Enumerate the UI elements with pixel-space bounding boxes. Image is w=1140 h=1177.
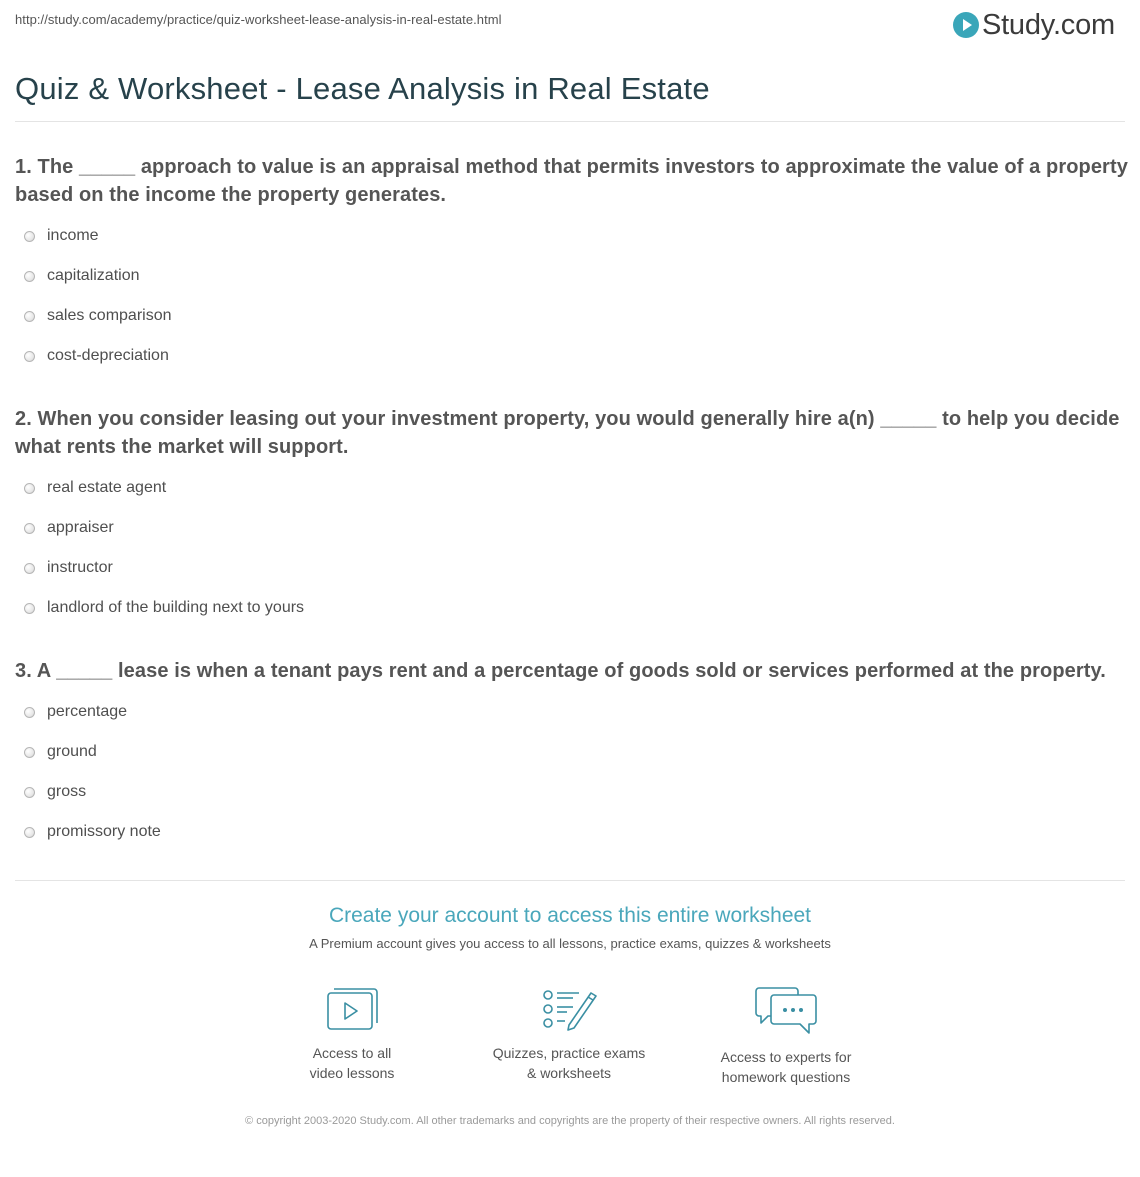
radio-button-icon[interactable] — [24, 231, 35, 242]
radio-button-icon[interactable] — [24, 787, 35, 798]
radio-button-icon[interactable] — [24, 603, 35, 614]
question-3-options — [15, 692, 715, 852]
radio-button-icon[interactable] — [24, 483, 35, 494]
radio-button-icon[interactable] — [24, 747, 35, 758]
answer-option[interactable] — [15, 256, 715, 296]
radio-button-icon[interactable] — [24, 271, 35, 282]
signup-cta — [15, 903, 1125, 951]
radio-button-icon[interactable] — [24, 827, 35, 838]
feature-video-lessons — [257, 985, 447, 1083]
question-3: 3. A _____ lease is when a tenant pays rent and a percentage of goods sold or services performed at the property. — [15, 660, 1106, 682]
radio-button-icon[interactable] — [24, 563, 35, 574]
feature-label-line: video lessons — [309, 1065, 395, 1081]
answer-option[interactable] — [15, 772, 715, 812]
feature-label-line: Quizzes, practice exams — [492, 1045, 646, 1061]
answer-option-label: cost-depreciation — [47, 347, 169, 364]
answer-option-label: real estate agent — [47, 479, 167, 496]
chat-experts-icon — [753, 985, 819, 1037]
top-bar — [15, 11, 1125, 43]
quiz-checklist-icon — [539, 985, 599, 1033]
answer-option-label: instructor — [47, 559, 113, 576]
page-url: http://study.com/academy/practice/quiz-worksheet-lease-analysis-in-real-estate.html — [15, 12, 502, 27]
answer-option[interactable] — [15, 296, 715, 336]
answer-option[interactable] — [15, 508, 715, 548]
copyright-notice: © copyright 2003-2020 Study.com. All other trademarks and copyrights are the property of their respective owners. All rights reserved. — [245, 1115, 895, 1127]
question-2-options — [15, 468, 715, 628]
answer-option-label: gross — [47, 783, 87, 800]
question-1: 1. The _____ approach to value is an appraisal method that permits investors to approximate the value of a property based on the income the property generates. — [15, 156, 1128, 206]
answer-option-label: promissory note — [47, 823, 161, 840]
answer-option[interactable] — [15, 732, 715, 772]
answer-option-label: landlord of the building next to yours — [47, 599, 305, 616]
feature-label-line: Access to experts for — [720, 1049, 852, 1065]
answer-option[interactable] — [15, 548, 715, 588]
answer-option-label: percentage — [47, 703, 128, 720]
title-divider — [15, 121, 1125, 122]
answer-option-label: ground — [47, 743, 97, 760]
cta-divider — [15, 880, 1125, 881]
feature-label-line: & worksheets — [526, 1065, 612, 1081]
feature-label-line: Access to all — [312, 1045, 392, 1061]
radio-button-icon[interactable] — [24, 311, 35, 322]
answer-option[interactable] — [15, 588, 715, 628]
answer-option-label: sales comparison — [47, 307, 172, 324]
feature-experts — [691, 985, 881, 1087]
feature-label-line: homework questions — [721, 1069, 851, 1085]
question-1-options — [15, 216, 715, 376]
page-title: Quiz & Worksheet - Lease Analysis in Real Estate — [15, 71, 710, 106]
logo-text: Study.com — [981, 9, 1115, 41]
study-logo[interactable] — [953, 11, 1115, 39]
answer-option[interactable] — [15, 812, 715, 852]
answer-option[interactable] — [15, 468, 715, 508]
cta-title-link[interactable]: Create your account to access this entire worksheet — [328, 904, 812, 927]
answer-option[interactable] — [15, 336, 715, 376]
answer-option-label: income — [47, 227, 99, 244]
cta-subtitle: A Premium account gives you access to all lessons, practice exams, quizzes & worksheets — [309, 936, 831, 951]
radio-button-icon[interactable] — [24, 351, 35, 362]
question-2: 2. When you consider leasing out your investment property, you would generally hire a(n) _____ to help you decide what rents the market will support. — [15, 408, 1120, 458]
feature-quizzes — [474, 985, 664, 1083]
answer-option[interactable] — [15, 216, 715, 256]
feature-list — [0, 985, 1140, 1085]
radio-button-icon[interactable] — [24, 707, 35, 718]
radio-button-icon[interactable] — [24, 523, 35, 534]
answer-option-label: capitalization — [47, 267, 140, 284]
video-lessons-icon — [324, 985, 380, 1033]
answer-option-label: appraiser — [47, 519, 114, 536]
answer-option[interactable] — [15, 692, 715, 732]
play-circle-icon — [953, 12, 979, 38]
